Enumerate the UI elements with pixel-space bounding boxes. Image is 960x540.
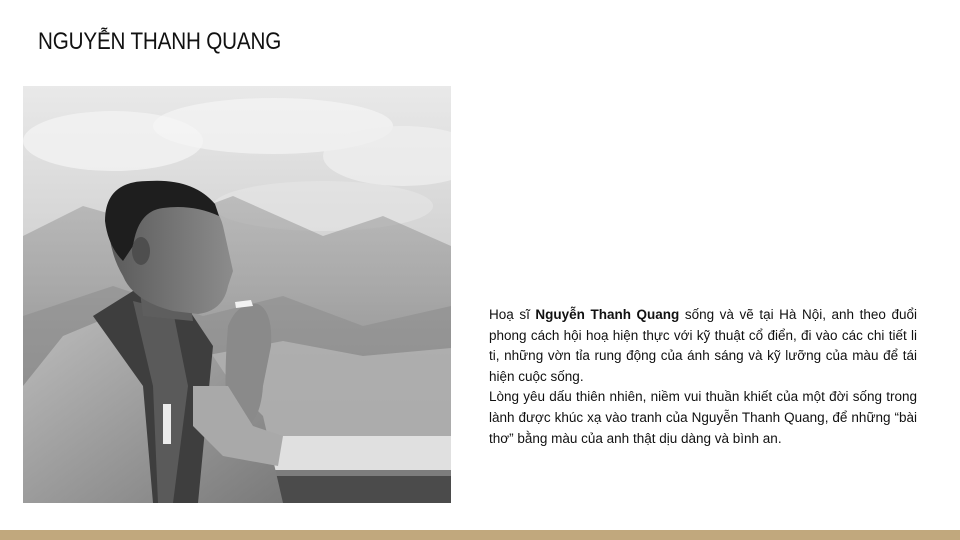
artist-photo — [23, 86, 451, 503]
bio-artist-name: Nguyễn Thanh Quang — [535, 307, 680, 322]
bio-paragraph-2: Lòng yêu dấu thiên nhiên, niềm vui thuần khiết của một đời sống trong lành được khúc xạ vào tranh của Nguyễn Thanh Quang, để những “bài thơ” bằng màu của anh thật dịu dàng và bình an. — [489, 389, 917, 446]
bio-p1-prefix: Hoạ sĩ — [489, 307, 536, 322]
footer-bar — [0, 530, 960, 540]
artist-bio — [489, 305, 917, 449]
slide-title: NGUYỄN THANH QUANG — [38, 28, 282, 55]
bio-p1-suffix: sống và vẽ tại Hà Nội, anh theo đuổi phong cách hội hoạ hiện thực với kỹ thuật cổ điển, đi vào các chi tiết li ti, những vờn tỉa rung động của ánh sáng và kỹ lưỡng của màu để tái hiện cuộc sống. — [489, 307, 917, 384]
bio-paragraph-1 — [489, 305, 917, 387]
